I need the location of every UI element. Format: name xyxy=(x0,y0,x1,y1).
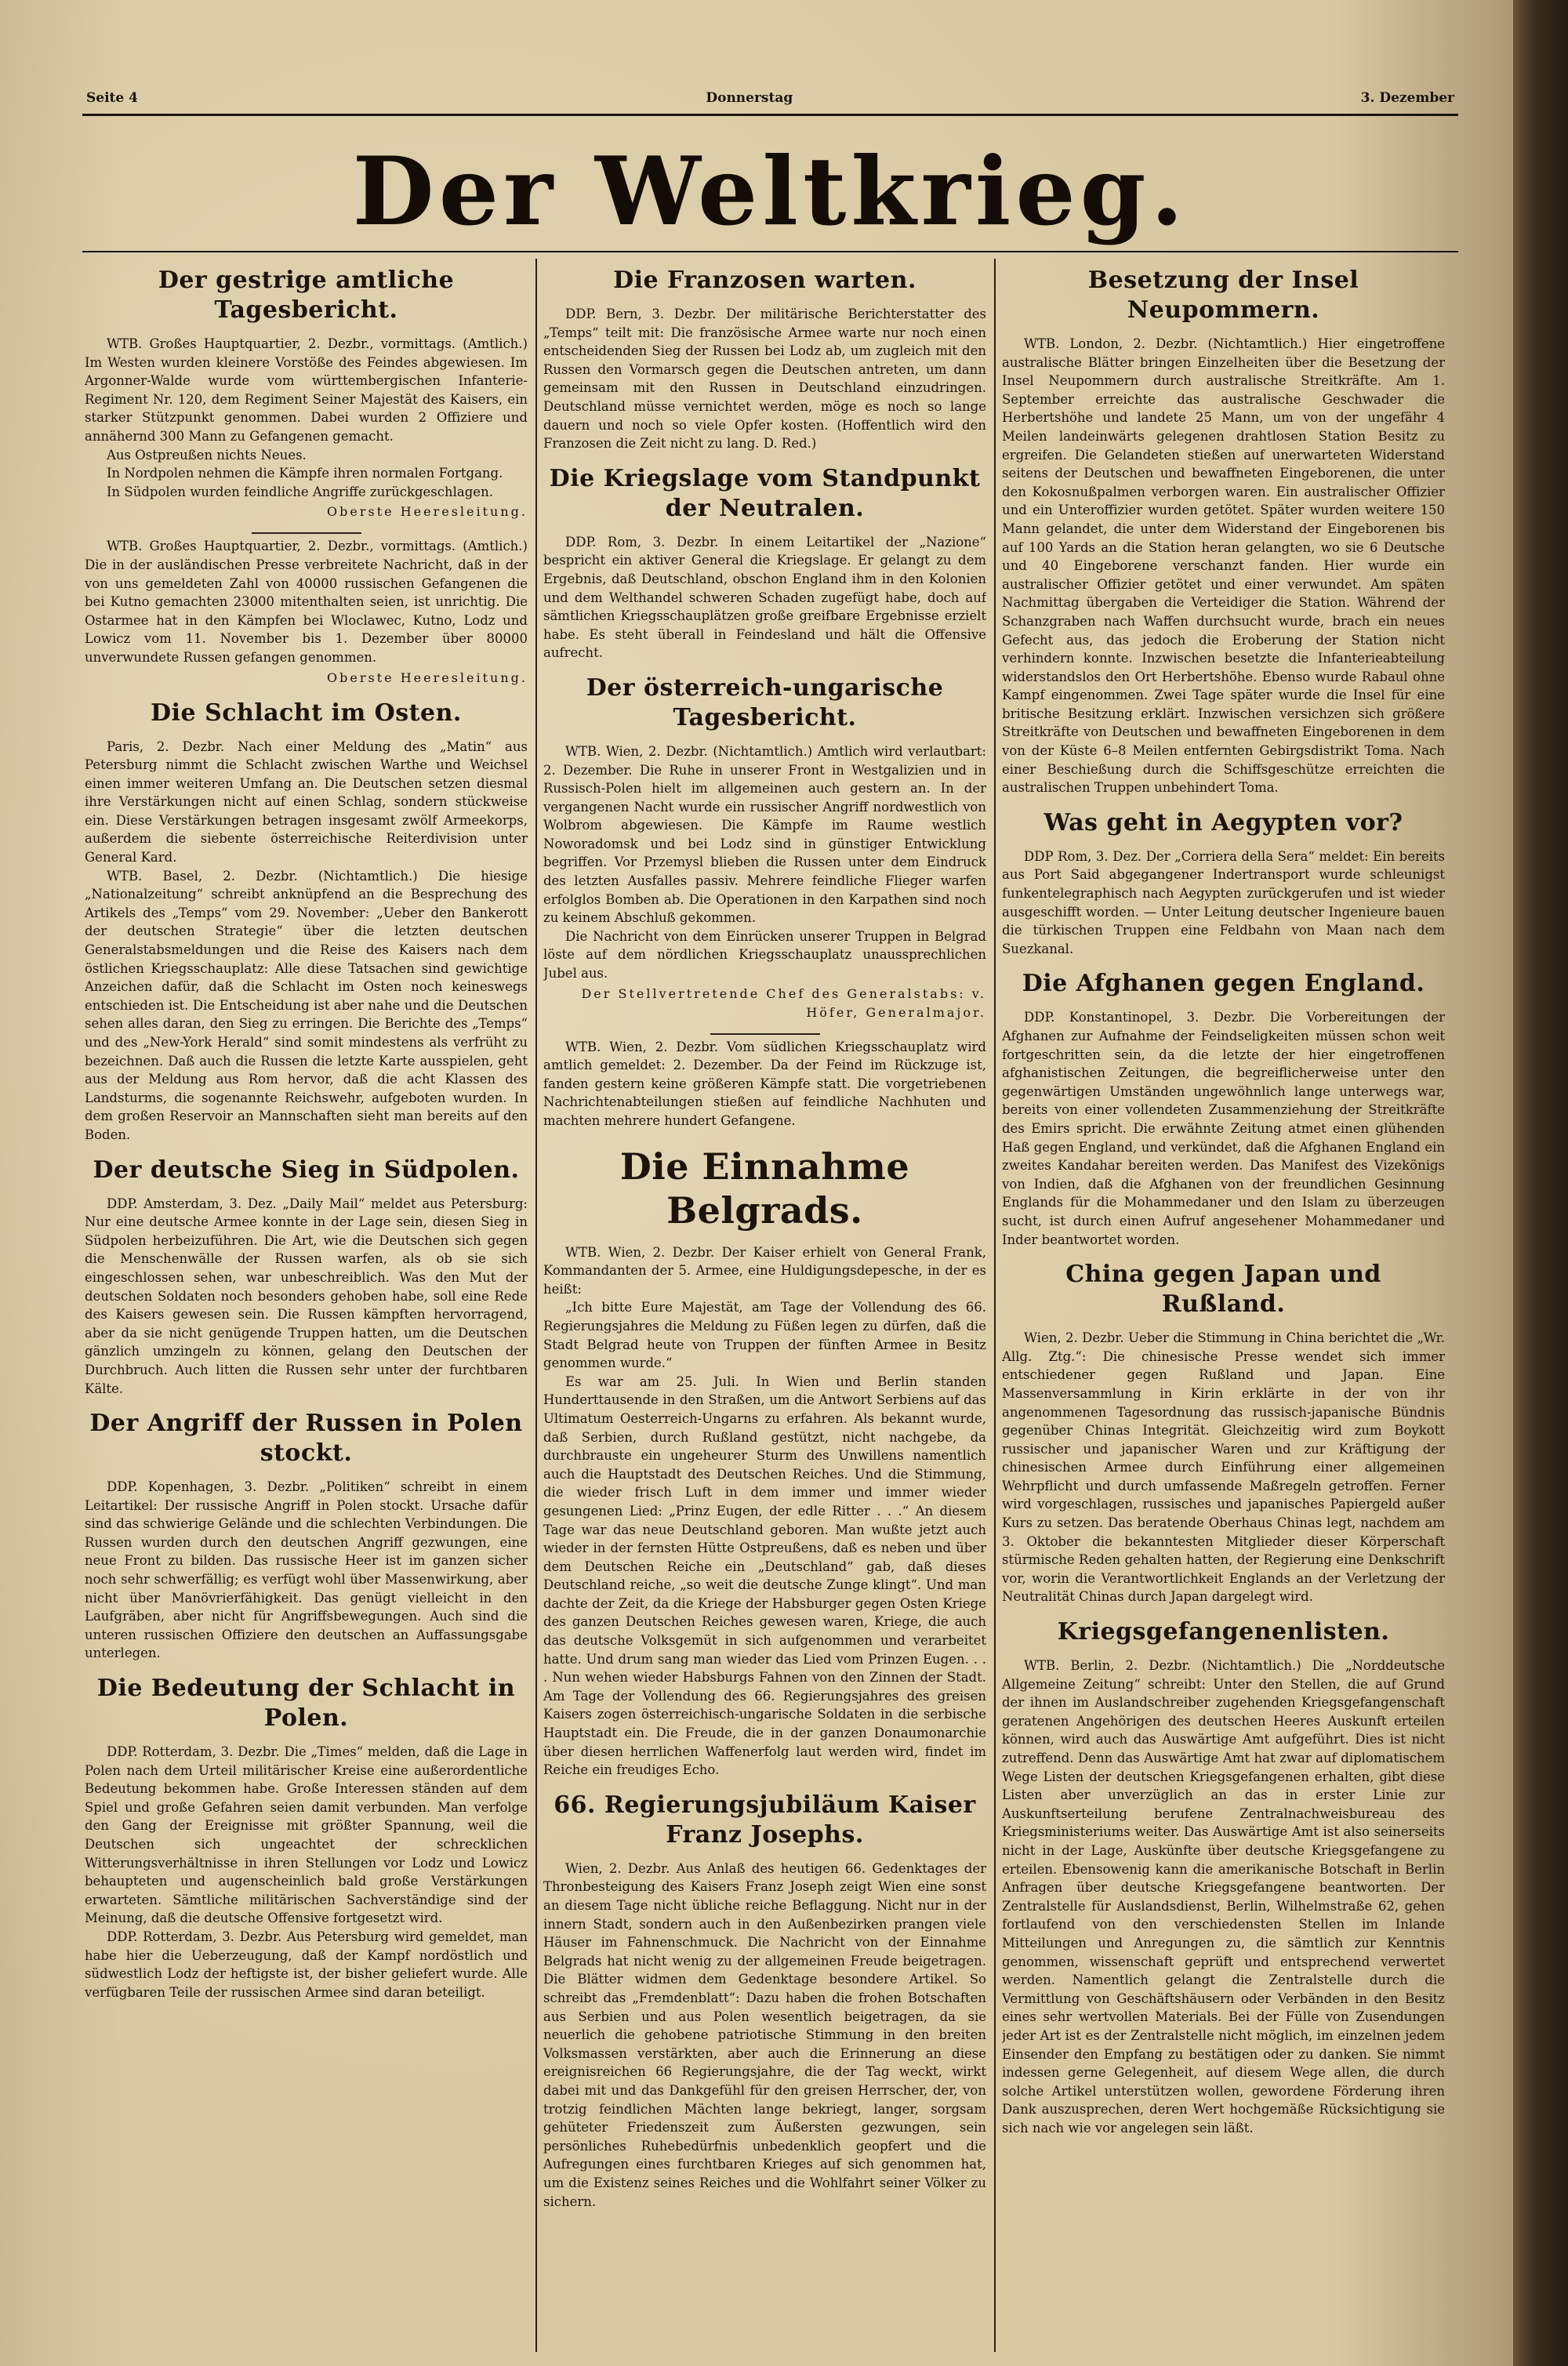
article-paragraph: DDP Rom, 3. Dez. Der „Corriera della Sera“ meldet: Ein bereits aus Port Said abgegangener Indertransport wurde schleunigst funkentelegraphisch nach Aegypten zurückgerufen und ist wieder ausgeschifft worden. — Unter Leitung deutscher Ingenieure bauen die türkischen Truppen eine Feldbahn von Maan nach dem Suezkanal. xyxy=(1002,848,1445,956)
page-edge xyxy=(1513,0,1568,2366)
article-headline: Die Schlacht im Osten. xyxy=(151,699,462,727)
article-paragraph: In Südpolen wurden feindliche Angriffe zurückgeschlagen. xyxy=(107,484,493,499)
article xyxy=(85,532,528,687)
article-headline: 66. Regierungsjubiläum Kaiser Franz Josephs. xyxy=(554,1791,976,1849)
article-paragraph: In Nordpolen nehmen die Kämpfe ihren normalen Fortgang. xyxy=(107,466,503,481)
column-divider xyxy=(994,259,996,2352)
article xyxy=(85,699,528,1145)
article-paragraph: DDP. Bern, 3. Dezbr. Der militärische Berichterstatter des „Temps“ teilt mit: Die französische Armee warte nur noch einen entscheidenden Sieg der Russen bei Lodz ab, um zugleich mit den Russen den Vormarsch gegen die Deutschen antreten, um dann gemeinsam mit den Russen in Deutschland einzudringen. Deutschland müsse vernichtet werden, möge es noch so lange dauern und noch so viele Opfer kosten. (Hoffentlich wird den Franzosen die Zeit nicht zu lang. D. Red.) xyxy=(543,307,986,452)
article-signature: Der Stellvertretende Chef des Generalstabs: v. Höfer, Generalmajor. xyxy=(581,985,986,1020)
article xyxy=(85,1674,528,2001)
article-paragraph: WTB. Basel, 2. Dezbr. (Nichtamtlich.) Die hiesige „Nationalzeitung“ schreibt anknüpfend an die Besprechung des Artikels des „Temps“ vom 29. November: „Ueber den Bankerott der deutschen Strategie“ über die letzten deutschen Generalstabsmeldungen und die Reise des Kaisers nach dem östlichen Kriegsschauplatz: Alle diese Tatsachen sind gewichtige Anzeichen dafür, daß die Schlacht im Osten noch keineswegs entschieden ist. Die Entscheidung ist aber nahe und die Deutschen sehen alles daran, den Sieg zu erringen. Die Berichte des „Temps“ und des „New-York Herald“ sind somit mindestens als verfrüht zu bezeichnen. Daß auch die Russen die letzte Karte ausspielen, geht aus der Meldung aus Rom hervor, daß die acht Klassen des Landsturms, die sogenannte Reichswehr, aufgeboten wurden. In dem großen Reservoir an Mannschaften sieht man bereits auf den Boden. xyxy=(85,868,528,1142)
article-paragraph: DDP. Rotterdam, 3. Dezbr. Aus Petersburg wird gemeldet, man habe hier die Ueberzeugung, daß der Kampf nordöstlich und südwestlich Lodz der heftigste ist, der bisher geliefert wurde. Alle verfügbaren Teile der russischen Armee sind daran beteiligt. xyxy=(85,1929,528,2000)
article xyxy=(1002,1617,1445,2137)
masthead-rule xyxy=(82,251,1458,252)
article-paragraph: DDP. Rotterdam, 3. Dezbr. Die „Times“ melden, daß die Lage in Polen nach dem Urteil militärischer Kreise eine außerordentliche Bedeutung bekommen habe. Große Interessen ständen auf dem Spiel und große Gefahren seien damit verbunden. Man verfolge den Gang der Ereignisse mit größter Spannung, weil die Deutschen sich ungeachtet der schrecklichen Witterungsverhältnisse in ihren Stellungen vor Lodz und Lowicz behaupteten und augenscheinlich bald große Verstärkungen erwarteten. Sämtliche militärischen Sachverständige sind der Meinung, daß die deutsche Offensive fortgesetzt wird. xyxy=(85,1744,528,1926)
article-headline: Die Einnahme Belgrads. xyxy=(619,1145,910,1232)
article-paragraph: Paris, 2. Dezbr. Nach einer Meldung des „Matin“ aus Petersburg nimmt die Schlacht zwischen Warthe und Weichsel einen immer weiteren Umfang an. Die Deutschen setzen diesmal ihre Verstärkungen nicht auf einen Schlag, sondern stückweise ein. Diese Verstärkungen betragen insgesamt zwölf Armeekorps, außerdem die siebente österreichische Reiterdivision unter General Kard. xyxy=(85,738,528,865)
running-header xyxy=(86,86,1454,110)
article xyxy=(1002,1260,1445,1606)
article-paragraph: Wien, 2. Dezbr. Aus Anlaß des heutigen 66. Gedenktages der Thronbesteigung des Kaisers Franz Joseph zeigt Wien eine sonst an diesem Tage nicht übliche reiche Beflaggung. Nicht nur in der innern Stadt, sondern auch in den Außenbezirken prangen viele Häuser im Fahnenschmuck. Die Nachricht von der Einnahme Belgrads hat nicht wenig zu der allgemeinen Freude beigetragen. Die Blätter widmen dem Gedenktage besondere Artikel. So schreibt das „Fremdenblatt“: Dazu haben die frohen Botschaften aus Serbien und aus Polen wesentlich beigetragen, da sie neuerlich die gehobene patriotische Stimmung in den breiten Volksmassen verstärkten, aber auch die Erinnerung an diese ereignisreichen 66 Regierungsjahre, die der Tag weckt, wirkt dabei mit und das Dankgefühl für den greisen Herrscher, der, von trotzig feindlichen Mächten lange bekriegt, langer, sorgsam gehüteter Friedenszeit zum Äußersten gezwungen, sein persönliches Ruhebedürfnis unbedenklich geopfert und die Aufregungen eines furchtbaren Krieges auf sich genommen hat, um die Existenz seines Reiches und die Wohlfahrt seiner Völker zu sichern. xyxy=(543,1860,986,2209)
article xyxy=(543,1033,986,1130)
article-paragraph: WTB. Großes Hauptquartier, 2. Dezbr., vormittags. (Amtlich.) Im Westen wurden kleinere Vorstöße des Feindes abgewiesen. Im Argonner-Walde wurde vom württembergischen Infanterie-Regiment Nr. 120, dem Regiment Seiner Majestät des Kaisers, ein starker Stützpunkt genommen. Dabei wurden 2 Offiziere und annähernd 300 Mann zu Gefangenen gemacht. xyxy=(85,336,528,444)
column-3 xyxy=(1002,255,1445,2356)
article-headline: Der österreich-ungarische Tagesbericht. xyxy=(586,673,944,731)
article-headline: Der gestrige amtliche Tagesbericht. xyxy=(158,267,455,324)
weekday: Donnerstag xyxy=(706,90,793,106)
masthead-title: Der Weltkrieg. xyxy=(352,136,1189,247)
article xyxy=(85,266,528,521)
article-paragraph: WTB. Wien, 2. Dezbr. Vom südlichen Kriegsschauplatz wird amtlich gemeldet: 2. Dezember. Da der Feind im Rückzuge ist, fanden gestern keine größeren Kämpfe statt. Die vorgetriebenen Nachrichtenabteilungen stießen auf feindliche Nachhuten und machten mehrere hundert Gefangene. xyxy=(543,1039,986,1128)
article-headline: Die Kriegslage vom Standpunkt der Neutralen. xyxy=(549,464,981,522)
article xyxy=(1002,969,1445,1249)
article-paragraph: DDP. Kopenhagen, 3. Dezbr. „Politiken“ schreibt in einem Leitartikel: Der russische Angriff in Polen stockt. Ursache dafür sind das schwierige Gelände und die schlechten Verbindungen. Die Russen wurden durch den deutschen Angriff gezwungen, eine neue Front zu bilden. Das russische Heer ist im ganzen sicher noch sehr schwerfällig; es verfügt wohl über Massenwirkung, aber nicht über Manövrierfähigkeit. Das genügt vielleicht in den Laufgräben, aber nicht für Angriffsbewegungen. Auch sind die unteren russischen Offiziere den deutschen an Auffassungsgabe unterlegen. xyxy=(85,1479,528,1661)
article-paragraph: DDP. Rom, 3. Dezbr. In einem Leitartikel der „Nazione“ bespricht ein aktiver General die Kriegslage. Er gelangt zu dem Ergebnis, daß Deutschland, obschon England ihm in den Kolonien und dem Welthandel schweren Schaden zugefügt habe, doch auf sämtlichen Kriegsschauplätzen große greifbare Ergebnisse erzielt habe. Es steht überall in Feindesland und hält die Offensive aufrecht. xyxy=(543,534,986,661)
column-divider xyxy=(535,259,537,2352)
article-paragraph: Die Nachricht von dem Einrücken unserer Truppen in Belgrad löste auf dem nördlichen Kriegsschauplatz unaussprechlichen Jubel aus. xyxy=(543,928,986,982)
column-1 xyxy=(85,255,528,2356)
article-divider xyxy=(252,532,361,534)
article-headline: Was geht in Aegypten vor? xyxy=(1044,808,1403,836)
article xyxy=(543,673,986,1022)
column-2 xyxy=(543,255,986,2356)
header-rule xyxy=(82,114,1458,116)
article-divider xyxy=(710,1033,820,1035)
issue-date: 3. Dezember xyxy=(1360,90,1454,106)
article xyxy=(85,1409,528,1663)
article xyxy=(543,1145,986,1780)
article-paragraph: Aus Ostpreußen nichts Neues. xyxy=(107,447,307,463)
page-number: Seite 4 xyxy=(86,90,138,106)
article xyxy=(1002,808,1445,959)
article-signature: Oberste Heeresleitung. xyxy=(327,670,528,685)
article-signature: Oberste Heeresleitung. xyxy=(327,504,528,520)
article-paragraph: DDP. Konstantinopel, 3. Dezbr. Die Vorbereitungen der Afghanen zur Aufnahme der Feindseligkeiten müssen schon weit fortgeschritten sein, da die letzte der hier eingetroffenen afghanistischen Zeitungen, die begreiflicherweise unter den gegenwärtigen Umständen ungewöhnlich lange unterwegs war, bereits von einer vollendeten Zusammenziehung der Streitkräfte des Emirs spricht. Die erwähnte Zeitung atmet einen glühenden Haß gegen England, und verkündet, daß die Afghanen England ein zweites Kandahar bereiten werden. Das Manifest des Vizekönigs von Indien, daß die Afghanen von der freundlichen Gesinnung Englands für die Mohammedaner und den Islam zu überzeugen sucht, ist durch einen Aufruf angesehener Mohammedaner und Inder beantwortet worden. xyxy=(1002,1010,1445,1247)
article-paragraph: WTB. London, 2. Dezbr. (Nichtamtlich.) Hier eingetroffene australische Blätter bringen Einzelheiten über die Besetzung der Insel Neupommern durch australische Streitkräfte. Am 1. September erreichte das australische Geschwader die Herbertshöhe und landete 25 Mann, um von der ungefähr 4 Meilen landeinwärts gelegenen drahtlosen Station Besitz zu ergreifen. Die Gelandeten stießen auf unerwarteten Widerstand seitens der Deutschen und bewaffneten Eingeborenen, die unter den Kokosnußpalmen verborgen waren. Ein australischer Offizier und ein Unteroffizier wurden getötet. Später wurden weitere 150 Mann gelandet, die unter dem Widerstand der Eingeborenen bis auf 100 Yards an die Station heran gelangten, wo sie 6 Deutsche und 40 Eingeborene verschanzt fanden. Hier wurde ein australischer Offizier getötet und einer verwundet. Am späten Nachmittag übergaben die Verteidiger die Station. Während der Schanzgraben nach Waffen durchsucht wurde, brach ein neues Gefecht aus, das jedoch die Eroberung der Station nicht verhindern konnte. Inzwischen besetzte die Infanterieabteilung widerstandslos den Ort Herbertshöhe. Ebenso wurde Rabaul ohne Kampf eingenommen. Zwei Tage später wurde die Insel für eine britische Besitzung erklärt. Inzwischen versichzen sich größere Streitkräfte von Deutschen und bewaffneten Eingeborenen in dem von der Küste 6–8 Meilen entfernten Gebirgsdistrikt Toma. Nach einer Beschießung durch die Schiffsgeschütze erreichten die australischen Truppen unbehindert Toma. xyxy=(1002,336,1445,796)
article xyxy=(543,1791,986,2211)
article-headline: Kriegsgefangenenlisten. xyxy=(1057,1618,1390,1646)
article-headline: Der deutsche Sieg in Südpolen. xyxy=(93,1156,520,1184)
article-paragraph: Wien, 2. Dezbr. Ueber die Stimmung in China berichtet die „Wr. Allg. Ztg.“: Die chinesische Presse wendet sich immer entschiedener gegen Rußland und Japan. Eine Massenversammlung in Kirin erklärte in der von ihr angenommenen Tagesordnung das russisch-japanische Bündnis gegenüber Chinas Integrität. Gleichzeitig wird zum Boykott russischer und japanischer Waren und zur Kräftigung der chinesischen Armee durch Einführung einer allgemeinen Wehrpflicht und durch umfassende Maßregeln getroffen. Ferner wird vorgeschlagen, russisches und japanisches Papiergeld außer Kurs zu setzen. Das beratende Oberhaus Chinas legt, nachdem am 3. Oktober die bekanntesten Mitglieder dieser Körperschaft stürmische Reden gehalten hatten, der Regierung eine Denkschrift vor, worin die Verantwortlichkeit Englands an der Verletzung der Neutralität Chinas durch Japan dargelegt wird. xyxy=(1002,1330,1445,1605)
article-paragraph: DDP. Amsterdam, 3. Dez. „Daily Mail“ meldet aus Petersburg: Nur eine deutsche Armee konnte in der Lage sein, diesen Sieg in Südpolen herbeizuführen. Die Art, wie die Deutschen sich gegen die Menschenwälle der Russen warfen, als ob sie sich eingeschlossen sehen, war unbeschreiblich. Was den Mut der deutschen Soldaten noch besonders gehoben habe, soll eine Rede des Kaisers gewesen sein. Die Russen kämpften hervorragend, aber da sie nicht genügende Truppen hatten, um die Deutschen gänzlich umzingeln zu können, gelang den Deutschen der Durchbruch. Auch litten die Russen sehr unter der furchtbaren Kälte. xyxy=(85,1196,528,1396)
article-paragraph: Es war am 25. Juli. In Wien und Berlin standen Hunderttausende in den Straßen, um die Antwort Serbiens auf das Ultimatum Oesterreich-Ungarns zu erfahren. Als bekannt wurde, daß Serbien, durch Rußland gestützt, nicht nachgebe, da durchbrauste ein ungeheurer Sturm des Unwillens namentlich auch die Hauptstadt des Deutschen Reiches. Und die Stimmung, die wieder frisch Luft in dem immer und immer wieder gesungenen Lied: „Prinz Eugen, der edle Ritter . . .“ An diesem Tage war das neue Deutschland geboren. Man wußte jetzt auch wieder in der fernsten Hütte Ostpreußens, daß es neben und über dem Deutschen Reiche ein „Deutschland“ gab, daß dieses Deutschland reiche, „so weit die deutsche Zunge klingt“. Und man dachte der Zeit, da die Kriege der Habsburger gegen Osten Kriege des ganzen Deutschen Reiches gewesen waren, Kriege, die auch das deutsche Volksgemüt in sich aufgenommen und verarbeitet hatte. Und drum sang man wieder das Lied vom Prinzen Eugen. . . . Nun wehen wieder Habsburgs Fahnen von den Zinnen der Stadt. Am Tage der Vollendung des 66. Regierungsjahres des greisen Kaisers zogen österreichisch-ungarische Soldaten in die serbische Hauptstadt ein. Die Freude, die in der ganzen Donaumonarchie über diesen herrlichen Waffenerfolg laut werden wird, findet im Reiche ein freudiges Echo. xyxy=(543,1374,986,1778)
article-paragraph: WTB. Wien, 2. Dezbr. (Nichtamtlich.) Amtlich wird verlautbart: 2. Dezember. Die Ruhe in unserer Front in Westgalizien und in Russisch-Polen hielt im allgemeinen auch gestern an. In der vergangenen Nacht wurde ein russischer Angriff nordwestlich von Wolbrom abgewiesen. Die Kämpfe im Raume westlich Noworadomsk und bei Lodz sind in günstiger Entwicklung begriffen. Vor Przemysl blieben die Russen unter dem Eindruck des letzten Ausfalles passiv. Mehrere feindliche Flieger warfen erfolglos Bomben ab. Die Operationen in den Karpathen sind noch zu keinem Abschluß gekommen. xyxy=(543,743,986,926)
article-headline: Besetzung der Insel Neupommern. xyxy=(1087,267,1359,324)
article-paragraph: WTB. Wien, 2. Dezbr. Der Kaiser erhielt von General Frank, Kommandanten der 5. Armee, eine Huldigungsdepesche, in der es heißt: xyxy=(543,1244,986,1297)
article xyxy=(543,266,986,453)
article-headline: Die Afghanen gegen England. xyxy=(1022,970,1425,998)
article-headline: Die Bedeutung der Schlacht in Polen. xyxy=(96,1675,516,1733)
article-headline: Der Angriff der Russen in Polen stockt. xyxy=(89,1410,523,1468)
article xyxy=(85,1156,528,1399)
article-headline: China gegen Japan und Rußland. xyxy=(1065,1261,1381,1319)
article xyxy=(1002,266,1445,797)
article-headline: Die Franzosen warten. xyxy=(613,267,916,294)
article-paragraph: WTB. Berlin, 2. Dezbr. (Nichtamtlich.) Die „Norddeutsche Allgemeine Zeitung“ schreibt: Unter den Stellen, die auf Grund der ihnen im Auslandschreiber zugehenden Kriegsgefangenschaft geratenen Angehörigen des deutschen Heeres Auskunft erteilen können, wird auch das Auswärtige Amt aufgeführt. Dies ist nicht zutreffend. Denn das Auswärtige Amt hat zwar auf diplomatischem Wege Listen der deutschen Kriegsgefangenen erhalten, gibt diese Listen aber unverzüglich an das in erster Linie zur Auskunftserteilung berufene Zentralnachweisbureau des Kriegsministeriums weiter. Das Auswärtige Amt ist also seinerseits nicht in der Lage, Auskünfte über deutsche Kriegsgefangene zu erteilen. Ebensowenig kann die amerikanische Botschaft in Berlin Anfragen über deutsche Kriegsgefangene beantworten. Der Zentralstelle für Auslandsdienst, Berlin, Wilhelmstraße 62, gehen fortlaufend von den verschiedensten Stellen im Inlande Mitteilungen und Anregungen zu, die sämtlich zur Kenntnis genommen, wissenschaft geprüft und entsprechend verwertet werden. Namentlich gelangt die Zentralstelle durch die Vermittlung von Geschäftshäusern oder Verbänden in den Besitz eines sehr wertvollen Materials. Bei der Fülle von Zusendungen jeder Art ist es der Zentralstelle nicht möglich, im einzelnen jedem Einsender den Empfang zu bestätigen oder zu danken. Sie nimmt indessen gerne Gelegenheit, auf diesem Wege allen, die durch solche Artikel unterstützen wollen, gewordene Förderung ihren Dank auszusprechen, deren Wert hochgemäße Rücksichtigung sie sich nach wie vor angelegen sein läßt. xyxy=(1002,1658,1445,2136)
article-paragraph: „Ich bitte Eure Majestät, am Tage der Vollendung des 66. Regierungsjahres die Meldung zu Füßen legen zu dürfen, daß die Stadt Belgrad heute von Truppen der fünften Armee in Besitz genommen wurde.“ xyxy=(543,1300,986,1371)
article xyxy=(543,464,986,662)
article-paragraph: WTB. Großes Hauptquartier, 2. Dezbr., vormittags. (Amtlich.) Die in der ausländischen Presse verbreitete Nachricht, daß in der von uns gemeldeten Zahl von 40000 russischen Gefangenen die bei Kutno gemachten 23000 mitenthalten seien, ist unrichtig. Die Ostarmee hat in den Kämpfen bei Wloclawec, Kutno, Lodz und Lowicz vom 11. November bis 1. Dezember über 80000 unverwundete Russen gefangen genommen. xyxy=(85,539,528,665)
